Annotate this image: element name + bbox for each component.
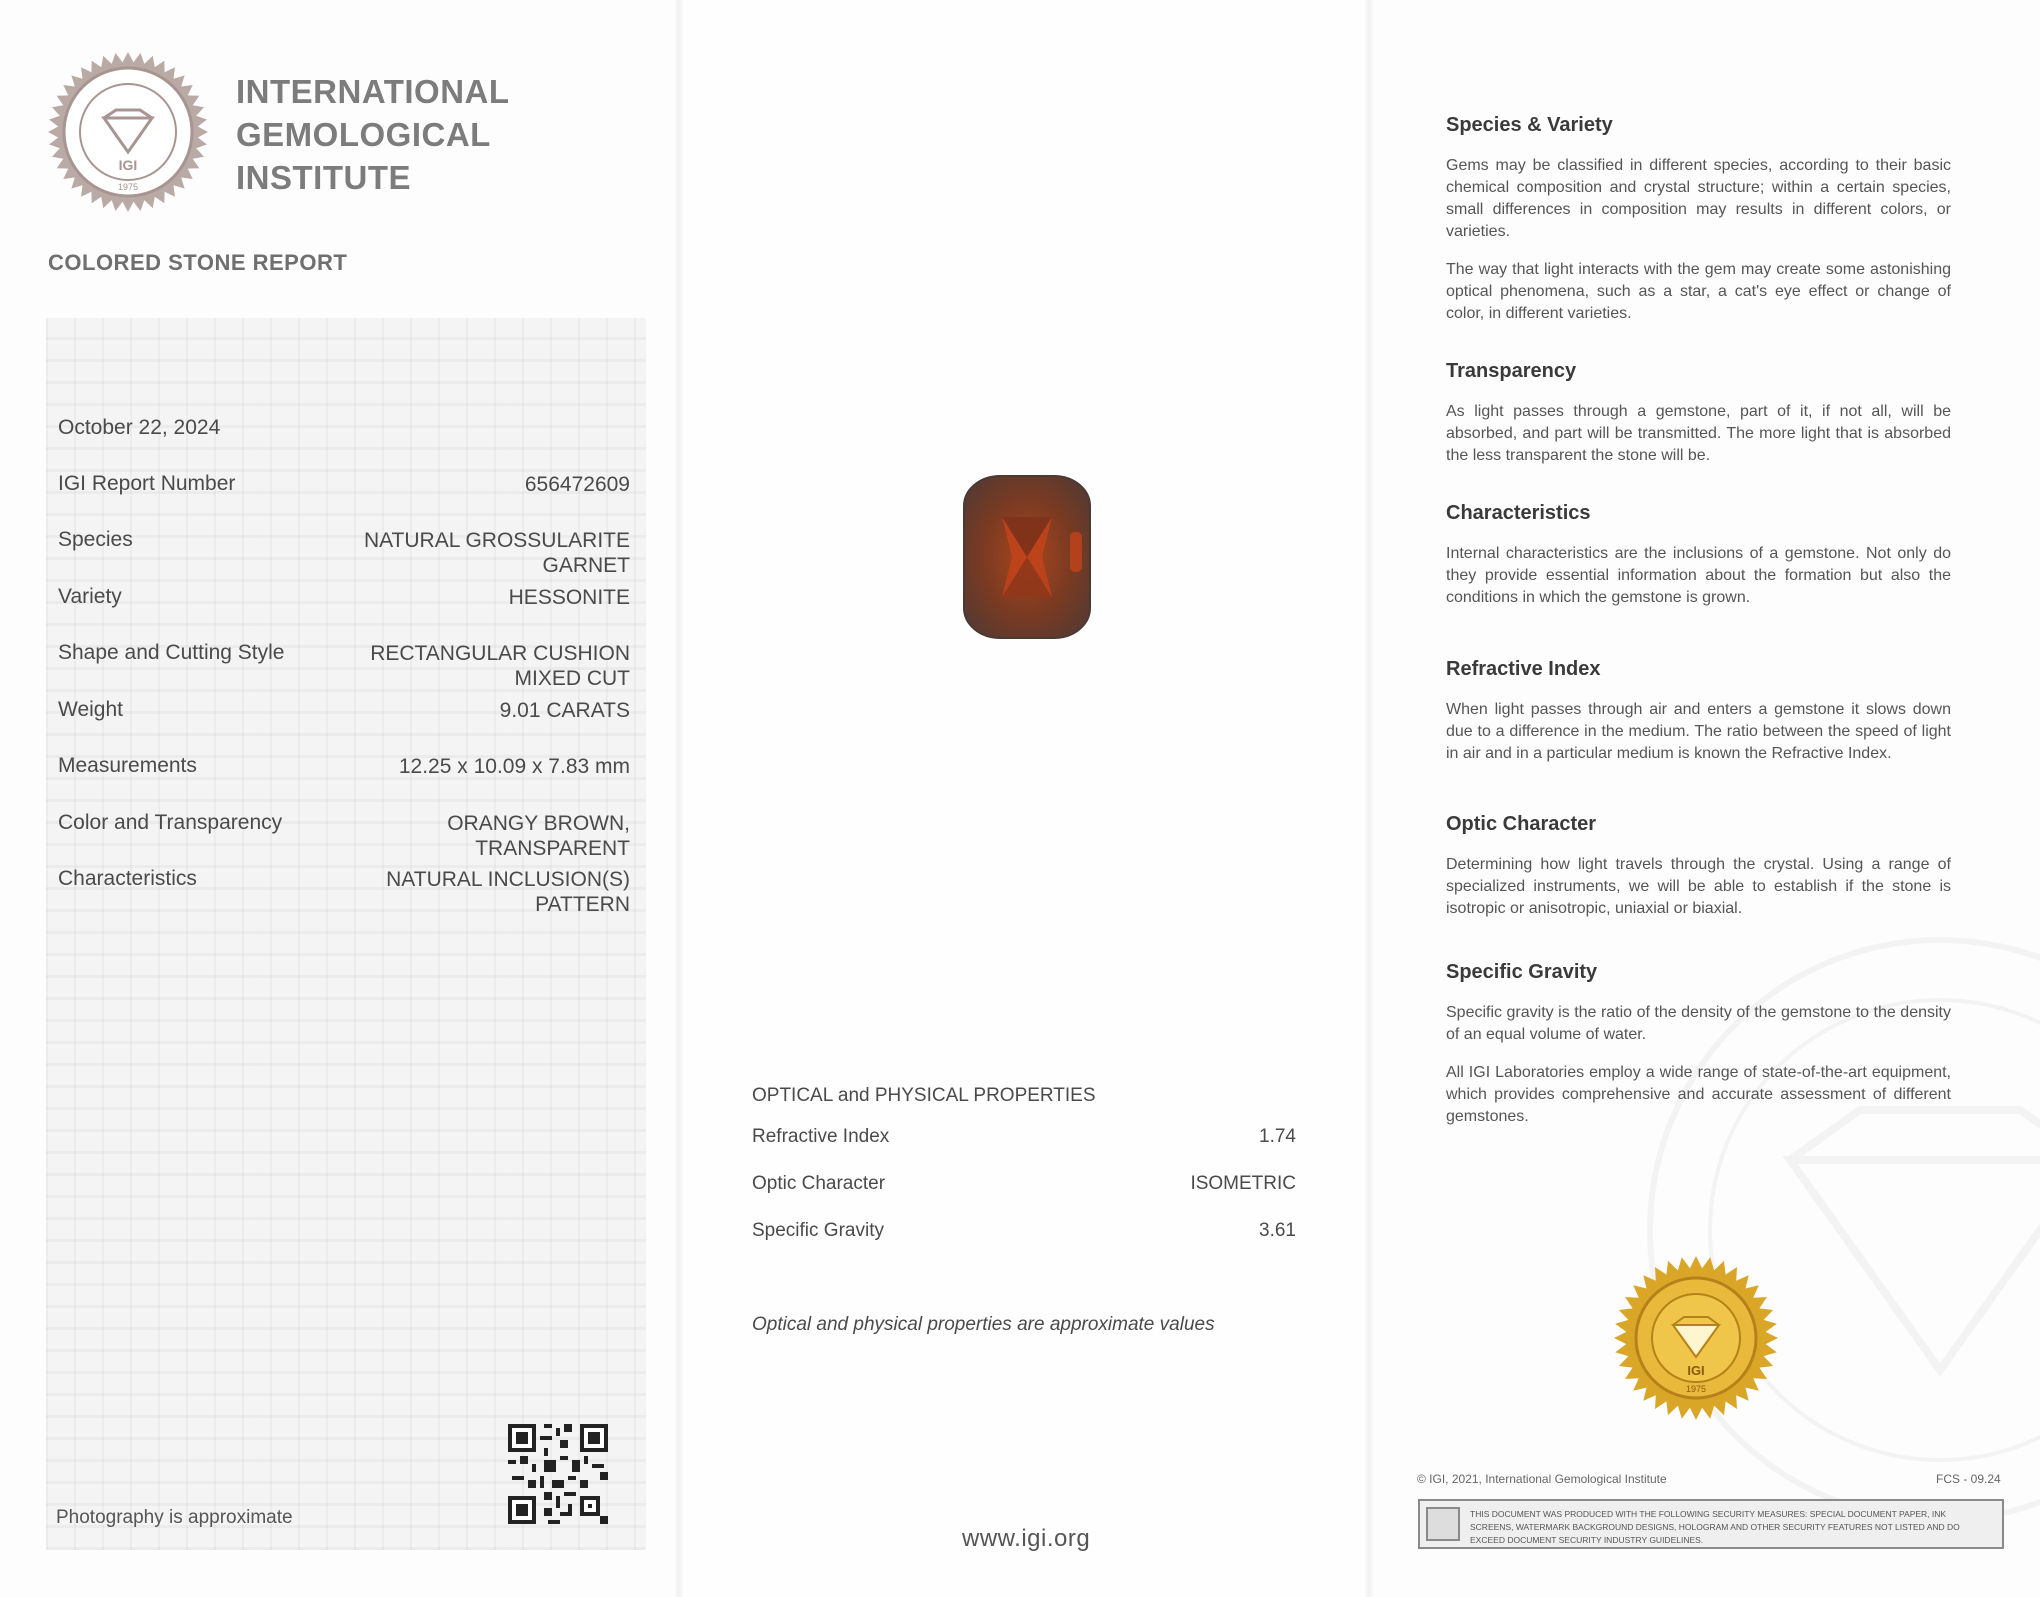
info-refractive-index [1446, 658, 1951, 781]
info-paragraph: When light passes through air and enters a gemstone it slows down due to a difference in the medium. The ratio between the speed of light in air and in a particular medium is known the Refractive Index. [1446, 701, 1951, 762]
info-heading: Transparency [1446, 360, 1577, 382]
info-paragraph: As light passes through a gemstone, part of it, if not all, will be absorbed, and part will be transmitted. The more light that is absorbed the less transparent the stone will be. [1446, 403, 1951, 464]
fold-line [1364, 0, 1374, 1597]
field-value: HESSONITE [508, 586, 630, 609]
security-pattern-background [46, 318, 646, 1550]
field-label: Variety [58, 585, 122, 608]
info-paragraph: Determining how light travels through the crystal. Using a range of specialized instruments, we will be able to establish if the stone is isotropic or anisotropic, uniaxial or biaxial. [1446, 856, 1951, 917]
igi-seal-logo [46, 50, 210, 214]
info-paragraph: Internal characteristics are the inclusions of a gemstone. Not only do they provide essential information about the formation but also the conditions in which the gemstone is grown. [1446, 545, 1951, 606]
image-panel [678, 0, 1368, 1597]
field-value: 12.25 x 10.09 x 7.83 mm [398, 755, 630, 778]
svg-text:IGI: IGI [1687, 1363, 1705, 1378]
field-value: 9.01 CARATS [499, 699, 630, 722]
optical-row-optic-character [752, 1173, 1296, 1195]
info-paragraph: The way that light interacts with the gem may create some astonishing optical phenomena, such as a star, a cat's eye effect or change of color, in different varieties. [1446, 261, 1951, 322]
field-value: 656472609 [524, 473, 630, 496]
info-heading: Characteristics [1446, 502, 1591, 524]
copyright-text: © IGI, 2021, International Gemological Institute [1417, 1472, 1667, 1486]
info-paragraph: Specific gravity is the ratio of the density of the gemstone to the density of an equal volume of water. [1446, 1004, 1951, 1043]
info-optic-character [1446, 813, 1951, 936]
field-value: RECTANGULAR CUSHION MIXED CUT [370, 642, 630, 690]
field-label: IGI Report Number [58, 472, 236, 495]
info-species-variety [1446, 114, 1951, 341]
svg-text:1975: 1975 [117, 182, 139, 192]
fold-line [674, 0, 684, 1597]
field-label: Weight [58, 698, 123, 721]
form-code: FCS - 09.24 [1936, 1472, 2001, 1486]
optical-note: Optical and physical properties are approximate values [752, 1314, 1215, 1335]
org-line-1: INTERNATIONAL [236, 73, 510, 110]
field-label: Species [58, 528, 133, 551]
svg-text:1975: 1975 [1685, 1384, 1707, 1394]
optical-label: Optic Character [752, 1173, 886, 1194]
optical-value: ISOMETRIC [1190, 1173, 1296, 1194]
svg-text:IGI: IGI [118, 157, 138, 173]
org-line-2: GEMOLOGICAL [236, 116, 491, 153]
field-label: Measurements [58, 754, 197, 777]
optical-value: 1.74 [1259, 1126, 1296, 1147]
report-title: COLORED STONE REPORT [48, 250, 348, 275]
field-value: NATURAL INCLUSION(S) PATTERN [386, 868, 630, 916]
security-notice-text: THIS DOCUMENT WAS PRODUCED WITH THE FOLLOWING SECURITY MEASURES: SPECIAL DOCUMENT PAPER, INK SCREENS, WATERMARK BACKGROUND DESIGNS, HOLOGRAM AND OTHER SECURITY FEATURES NOT LISTED AND DO EXCEED DOCUMENT SECURITY INDUSTRY GUIDELINES. [1470, 1509, 1960, 1545]
field-label: Characteristics [58, 867, 197, 890]
info-specific-gravity [1446, 961, 1951, 1144]
field-value: NATURAL GROSSULARITE GARNET [363, 529, 630, 577]
info-characteristics [1446, 502, 1951, 625]
info-heading: Optic Character [1446, 813, 1597, 835]
lock-icon [1426, 1507, 1460, 1541]
gemstone-photo [960, 472, 1094, 642]
optical-label: Specific Gravity [752, 1220, 884, 1241]
optical-row-refractive-index [752, 1126, 1296, 1148]
field-value: ORANGY BROWN, TRANSPARENT [447, 812, 630, 860]
optical-properties-title: OPTICAL and PHYSICAL PROPERTIES [752, 1085, 1096, 1106]
optical-value: 3.61 [1259, 1220, 1296, 1241]
security-notice-box [1418, 1499, 2004, 1549]
info-transparency [1446, 360, 1951, 483]
field-label: Shape and Cutting Style [58, 641, 285, 664]
info-heading: Specific Gravity [1446, 961, 1598, 983]
gold-igi-seal [1613, 1255, 1779, 1421]
photography-note: Photography is approximate [56, 1507, 293, 1528]
report-date: October 22, 2024 [58, 416, 221, 439]
optical-label: Refractive Index [752, 1126, 890, 1147]
optical-row-specific-gravity [752, 1220, 1296, 1242]
info-paragraph: Gems may be classified in different species, according to their basic chemical composition and crystal structure; within a certain species, small differences in composition may results in different colors, or varieties. [1446, 157, 1951, 240]
info-paragraph: All IGI Laboratories employ a wide range of state-of-the-art equipment, which provides comprehensive and accurate assessment of different gemstones. [1446, 1064, 1951, 1125]
org-line-3: INSTITUTE [236, 159, 411, 196]
website-link[interactable]: www.igi.org [962, 1525, 1091, 1552]
info-heading: Species & Variety [1446, 114, 1613, 136]
qr-code[interactable] [508, 1424, 608, 1524]
organization-name [236, 70, 510, 199]
field-label: Color and Transparency [58, 811, 283, 834]
info-heading: Refractive Index [1446, 658, 1601, 680]
